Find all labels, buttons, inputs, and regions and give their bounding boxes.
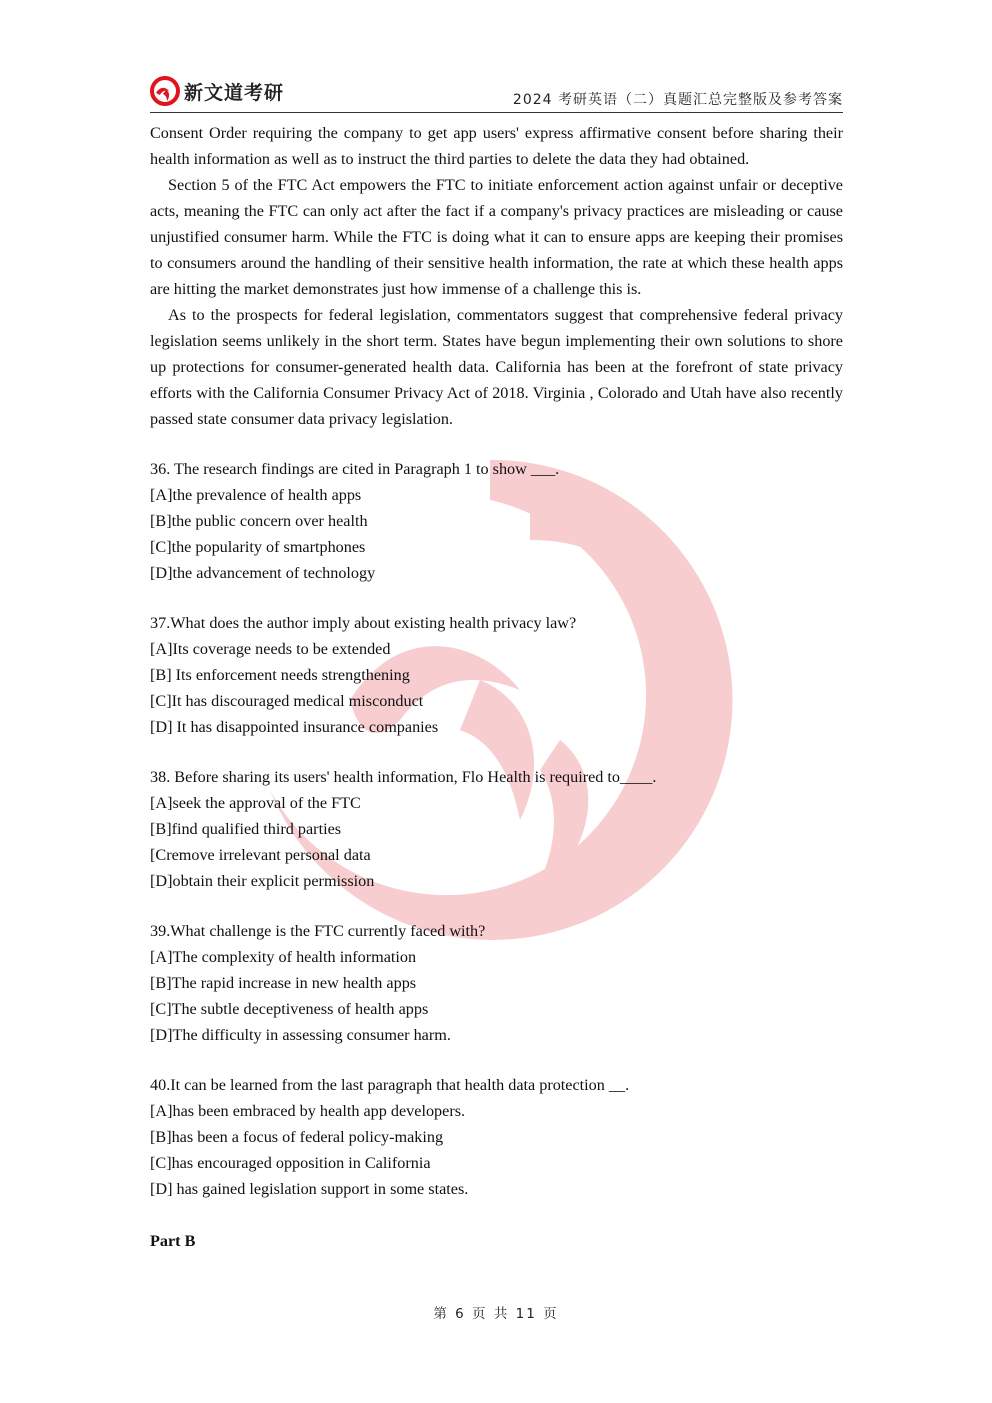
question-stem: 40.It can be learned from the last paragraph that health data protection __. <box>150 1076 630 1094</box>
question-40 <box>150 1072 843 1202</box>
option-d: [D]obtain their explicit permission <box>150 872 375 890</box>
page-header <box>150 74 843 113</box>
paragraph: Section 5 of the FTC Act empowers the FTC to initiate enforcement action against unfair or deceptive acts, meaning the FTC can only act after the fact if a company's privacy practices are misleading or cause unjustified consumer harm. While the FTC is doing what it can to ensure apps are keeping their promises to consumers around the handling of their sensitive health information, the rate at which these health apps are hitting the market demonstrates just how immense of a challenge this is. <box>150 176 843 298</box>
question-stem: 36. The research findings are cited in Paragraph 1 to show ___. <box>150 460 560 478</box>
option-b: [B]The rapid increase in new health apps <box>150 974 417 992</box>
question-37 <box>150 610 843 740</box>
option-b: [B] Its enforcement needs strengthening <box>150 666 410 684</box>
question-stem: 38. Before sharing its users' health information, Flo Health is required to____. <box>150 768 657 786</box>
option-a: [A]The complexity of health information <box>150 948 417 966</box>
option-c: [C]has encouraged opposition in California <box>150 1154 431 1172</box>
option-d: [D]The difficulty in assessing consumer harm. <box>150 1026 451 1044</box>
logo-text: 新文道考研 <box>184 81 285 104</box>
option-a: [A]Its coverage needs to be extended <box>150 640 391 658</box>
page-number: 第 6 页 共 11 页 <box>433 1306 559 1322</box>
question-36 <box>150 456 843 586</box>
question-38 <box>150 764 843 894</box>
option-b: [B]the public concern over health <box>150 512 368 530</box>
option-b: [B]has been a focus of federal policy-making <box>150 1128 444 1146</box>
question-stem: 39.What challenge is the FTC currently faced with? <box>150 922 486 940</box>
option-a: [A]the prevalence of health apps <box>150 486 362 504</box>
option-a: [A]has been embraced by health app developers. <box>150 1102 466 1120</box>
question-stem: 37.What does the author imply about existing health privacy law? <box>150 614 577 632</box>
option-a: [A]seek the approval of the FTC <box>150 794 361 812</box>
paragraph: As to the prospects for federal legislation, commentators suggest that comprehensive federal privacy legislation seems unlikely in the short term. States have begun implementing their own solutions to shore up protections for consumer-generated health data. California has been at the forefront of state privacy efforts with the California Consumer Privacy Act of 2018. Virginia , Colorado and Utah have also recently passed state consumer data privacy legislation. <box>150 306 843 428</box>
option-b: [B]find qualified third parties <box>150 820 342 838</box>
paragraph: Consent Order requiring the company to get app users' express affirmative consent before sharing their health information as well as to instruct the third parties to delete the data they had obtained. <box>150 124 843 168</box>
page-content <box>150 120 843 1270</box>
option-c: [C]the popularity of smartphones <box>150 538 366 556</box>
option-c: [C]The subtle deceptiveness of health apps <box>150 1000 429 1018</box>
question-39 <box>150 918 843 1048</box>
option-d: [D] It has disappointed insurance companies <box>150 718 439 736</box>
option-c: [C]It has discouraged medical misconduct <box>150 692 424 710</box>
option-d: [D]the advancement of technology <box>150 564 376 582</box>
option-d: [D] has gained legislation support in some states. <box>150 1180 469 1198</box>
option-c: [Cremove irrelevant personal data <box>150 846 371 864</box>
brand-logo <box>150 76 284 106</box>
document-title: 2024 考研英语（二）真题汇总完整版及参考答案 <box>512 92 843 108</box>
section-heading-part-b: Part B <box>150 1232 196 1250</box>
phoenix-logo-icon <box>150 76 180 106</box>
